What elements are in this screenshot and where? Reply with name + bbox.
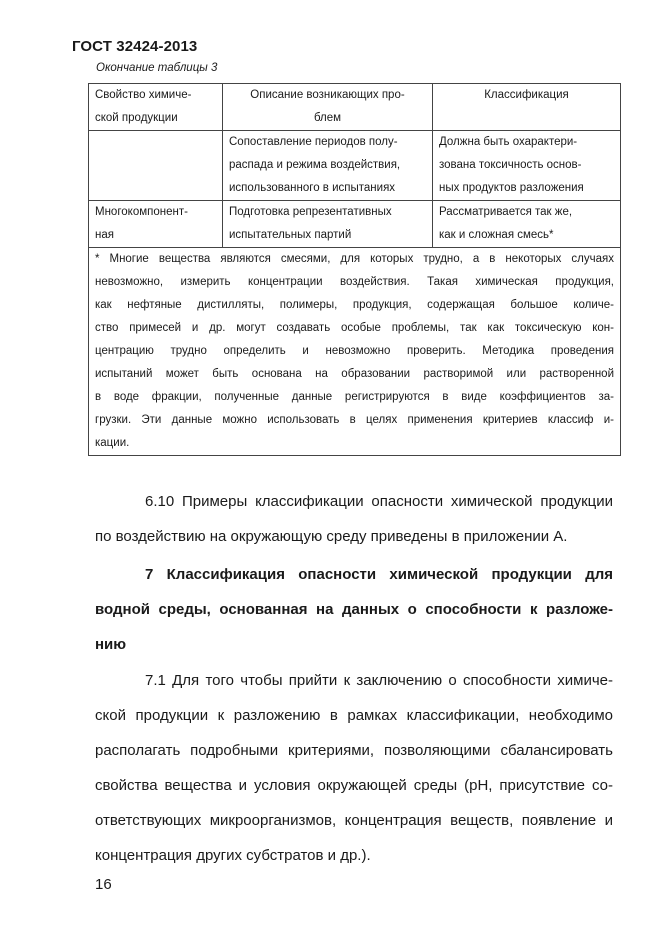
table-caption: Окончание таблицы 3 bbox=[96, 62, 218, 74]
header-classification: Классификация bbox=[433, 84, 621, 131]
table-cell-property: Многокомпонент- ная bbox=[89, 201, 223, 248]
header-problem-description: Описание возникающих про- блем bbox=[223, 84, 433, 131]
table-cell-description: Сопоставление периодов полу- распада и режима воздействия, использованного в испытаниях bbox=[223, 131, 433, 201]
table-footnote: * Многие вещества являются смесями, для которых трудно, а в некоторых случаях невозможно, измерить концентрации воздействия. Такая химическая продукция, как нефтяные дистилляты, полимеры, продукция, содержащая большое количе- ство примесей и др. могут создавать особые проблемы, так как токсическую кон- центрацию трудно определить и невозможно проверить. Методика проведения испытаний может быть основана на образовании растворимой или растворенной в воде фракции, полученные данные регистрируются в виде коэффициентов за- грузки. Эти данные можно использовать в целях применения критериев классиф и- кации. bbox=[89, 248, 621, 456]
classification-table bbox=[88, 83, 621, 456]
table-header-row bbox=[89, 84, 621, 131]
section-heading-7: 7 Классификация опасности химической продукции для водной среды, основанная на данных о способности к разложе- нию bbox=[95, 566, 613, 653]
table-footnote-row bbox=[89, 248, 621, 456]
paragraph-6-10: 6.10 Примеры классификации опасности химической продукции по воздействию на окружающую среду приведены в приложении А. bbox=[95, 493, 613, 545]
table-cell-classification: Должна быть охарактери- зована токсичность основ- ных продуктов разложения bbox=[433, 131, 621, 201]
table-cell-description: Подготовка репрезентативных испытательных партий bbox=[223, 201, 433, 248]
document-code: ГОСТ 32424-2013 bbox=[72, 38, 198, 55]
table-row bbox=[89, 131, 621, 201]
table-cell-property bbox=[89, 131, 223, 201]
header-property: Свойство химиче- ской продукции bbox=[89, 84, 223, 131]
table-cell-classification: Рассматривается так же, как и сложная смесь* bbox=[433, 201, 621, 248]
page-number: 16 bbox=[95, 876, 112, 893]
paragraph-7-1: 7.1 Для того чтобы прийти к заключению о способности химиче- ской продукции к разложению в рамках классификации, необходимо располагать подробными критериями, позволяющими сбалансировать свойства вещества и условия окружающей среды (pH, присутствие со- ответствующих микроорганизмов, концентрация веществ, появление и концентрация других субстратов и др.). bbox=[95, 672, 613, 864]
table-row bbox=[89, 201, 621, 248]
